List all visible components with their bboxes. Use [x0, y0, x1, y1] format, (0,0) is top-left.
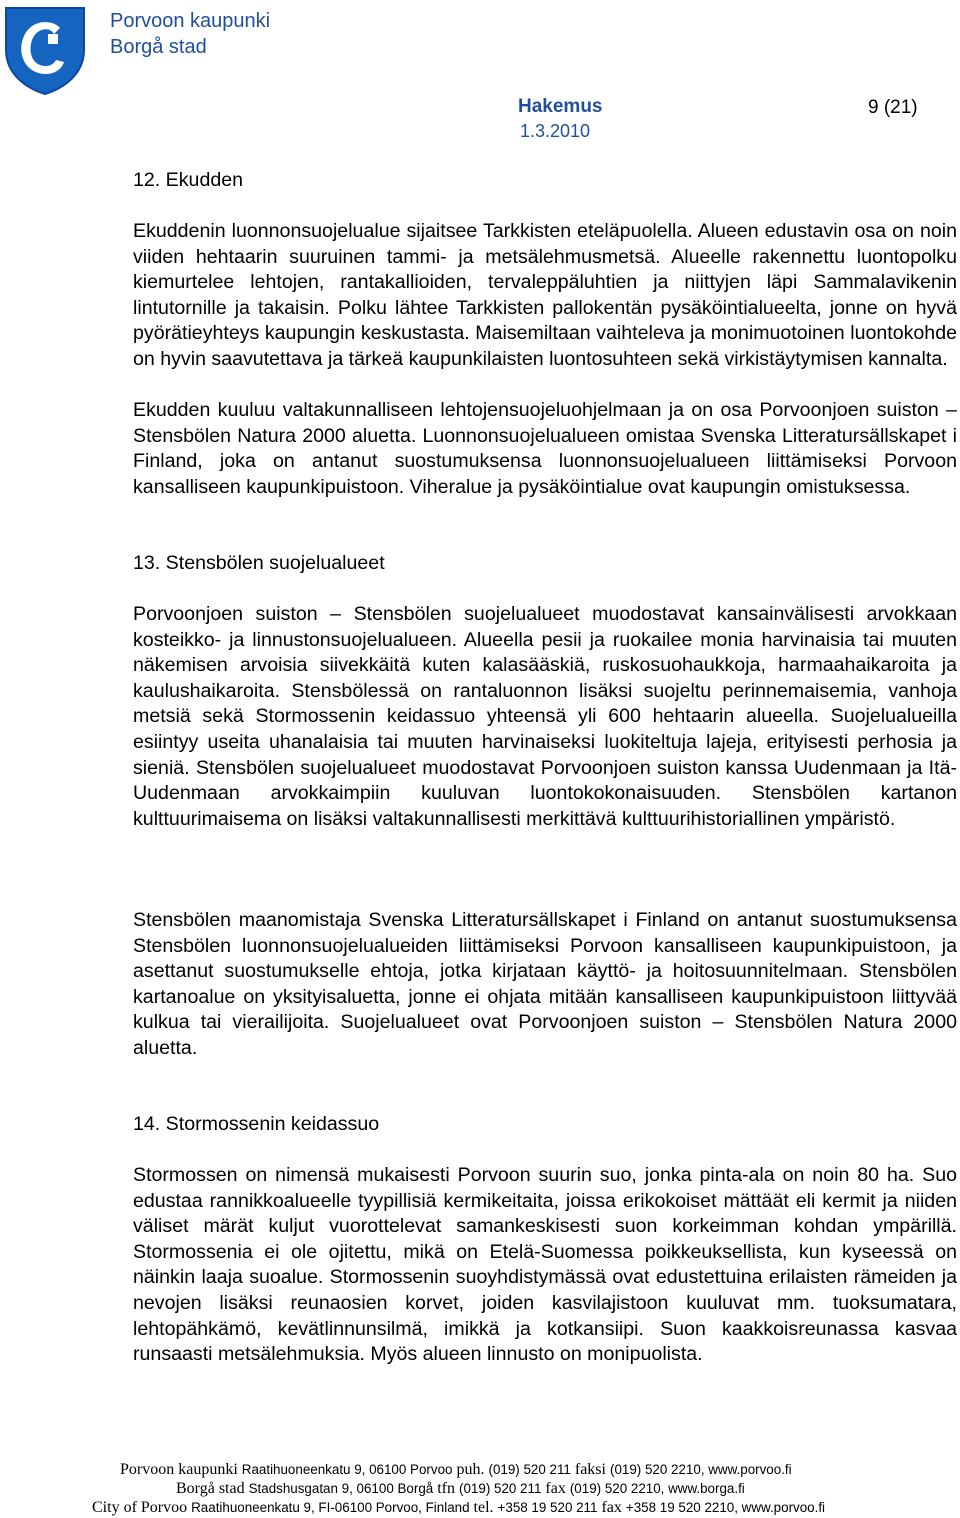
footer-line-sv	[176, 1479, 745, 1498]
footer-tel-label: tfn	[437, 1480, 456, 1497]
document-type: Hakemus	[518, 96, 603, 117]
section-paragraph: Stensbölen maanomistaja Svenska Litteratursällskapet i Finland on antanut suostumuksensa Stensbölen luonnonsuojelualueiden liittämiseksi Porvoon kansalliseen kaupunkipuistoon, ja asettanut suostumukselle ehtoja, jotka kirjataan käyttö- ja hoitosuunnitelmaan. Stensbölen kartanoalue on yksityisaluetta, jonne ei ohjata mitään kansalliseen kaupunkipuistoon liittyvää kulkua tai vierailijoita. Suojelualueet ovat Porvoonjoen suiston – Stensbölen Natura 2000 aluetta.	[133, 909, 957, 1059]
footer-fax-label: faksi	[574, 1461, 606, 1478]
footer-fax: (019) 520 2210, www.porvoo.fi	[609, 1462, 792, 1477]
footer-tel: (019) 520 211	[459, 1481, 542, 1496]
document-date: 1.3.2010	[520, 121, 591, 141]
footer-line-en	[92, 1498, 825, 1517]
organization-name-fi: Porvoon kaupunki	[110, 10, 271, 32]
footer-line-fi	[120, 1460, 792, 1479]
footer-fax: +358 19 520 2210, www.porvoo.fi	[625, 1500, 826, 1515]
section-heading: 12. Ekudden	[133, 169, 244, 191]
footer-address: Raatihuoneenkatu 9, FI-06100 Porvoo, Finland	[191, 1500, 470, 1515]
city-logo	[2, 4, 88, 96]
footer-address: Stadshusgatan 9, 06100 Borgå	[248, 1481, 434, 1496]
page-number: 9 (21)	[868, 97, 918, 118]
footer-tel: +358 19 520 211	[497, 1500, 598, 1515]
section-paragraph: Stormossen on nimensä mukaisesti Porvoon suurin suo, jonka pinta-ala on noin 80 ha. Suo edustaa rannikkoalueelle tyypillisiä kermikeitaita, joissa erikokoiset mättäät eli kermit ja niiden väliset märät kuljut vuorottelevat samankeskisesti suon korkeimman kohdan ympärillä. Stormossenia ei ole ojitettu, mikä on Etelä-Suomessa poikkeuksellista, kun kyseessä on näinkin laaja suoalue. Stormossenin suoyhdistymässä ovat edustettuina erilaisten rämeiden ja nevojen lisäksi reunaosien korvet, joiden kasvilajistoon kuuluvat mm. tuoksumatara, lehtopähkämö, kevätlinnunsilmä, imikkä ja kotkansiipi. Suon kaakkoisreunassa kasvaa runsaasti metsälehmuksia. Myös alueen linnusto on monipuolista.	[133, 1164, 957, 1366]
organization-name-sv: Borgå stad	[110, 36, 207, 58]
footer-fax-label: fax	[601, 1499, 622, 1516]
organization-name	[110, 8, 270, 60]
footer-org-name: Porvoon kaupunki	[120, 1461, 238, 1478]
footer-address: Raatihuoneenkatu 9, 06100 Porvoo	[241, 1462, 453, 1477]
footer-tel: (019) 520 211	[488, 1462, 571, 1477]
section-paragraph: Ekudden kuuluu valtakunnalliseen lehtojensuojeluohjelmaan ja on osa Porvoonjoen suiston – Stensbölen Natura 2000 aluetta. Luonnonsuojelualueen omistaa Svenska Litteratursällskapet i Finland, joka on antanut suostumuksensa luonnonsuojelualueen liittämiseksi Porvoon kansalliseen kaupunkipuistoon. Viheralue ja pysäköintialue ovat kaupungin omistuksessa.	[133, 399, 957, 498]
footer-fax-label: fax	[545, 1480, 566, 1497]
footer-tel-label: tel.	[473, 1499, 494, 1516]
section-heading: 13. Stensbölen suojelualueet	[133, 552, 385, 574]
section-paragraph: Ekuddenin luonnonsuojelualue sijaitsee Tarkkisten eteläpuolella. Alueen edustavin osa on noin viiden hehtaarin suuruinen tammi- ja metsälehmusmetsä. Alueelle rakennettu luontopolku kiemurtelee lehtojen, rantakallioiden, tervaleppäluhtien ja niittyjen läpi Sammalavikenin lintutornille ja takaisin. Polku lähtee Tarkkisten pallokentän pysäköintialueelta, jonne on hyvä pyörätieyhteys kaupungin keskustasta. Maisemiltaan vaihteleva ja monimuotoinen luontokohde on hyvin saavutettava ja tärkeä kaupunkilaisten luontosuhteen sekä virkistäytymisen kannalta.	[133, 220, 957, 370]
footer-fax: (019) 520 2210, www.borga.fi	[569, 1481, 745, 1496]
section-heading: 14. Stormossenin keidassuo	[133, 1113, 380, 1135]
section-paragraph: Porvoonjoen suiston – Stensbölen suojelualueet muodostavat kansainvälisesti arvokkaan kosteikko- ja linnustonsuojelualueen. Alueella pesii ja ruokailee monia harvinaisia tai muuten näkemisen arvoisia siivekkäitä kuten kalasääskiä, ruskosuohaukkoja, harmaahaikaroita ja kaulushaikaroita. Stensbölessä on rantaluonnon lisäksi suojeltu perinnemaisemia, vanhoja metsiä sekä Stormossenin keidassuo yhteensä yli 600 hehtaarin alueella. Suojelualueilla esiintyy useita uhanalaisia tai muuten harvinaiseksi luokiteltuja lajeja, erityisesti perhosia ja sieniä. Stensbölen suojelualueet muodostavat Porvoonjoen suiston kanssa Uudenmaan ja Itä-Uudenmaan arvokkaimpiin kuuluvan luontokokonaisuuden. Stensbölen kartanon kulttuurimaisema on lisäksi valtakunnallisesti merkittävä kulttuurihistoriallinen ympäristö.	[133, 603, 957, 830]
footer-org-name: Borgå stad	[176, 1480, 245, 1497]
footer-tel-label: puh.	[456, 1461, 485, 1478]
footer-org-name: City of Porvoo	[92, 1499, 188, 1516]
